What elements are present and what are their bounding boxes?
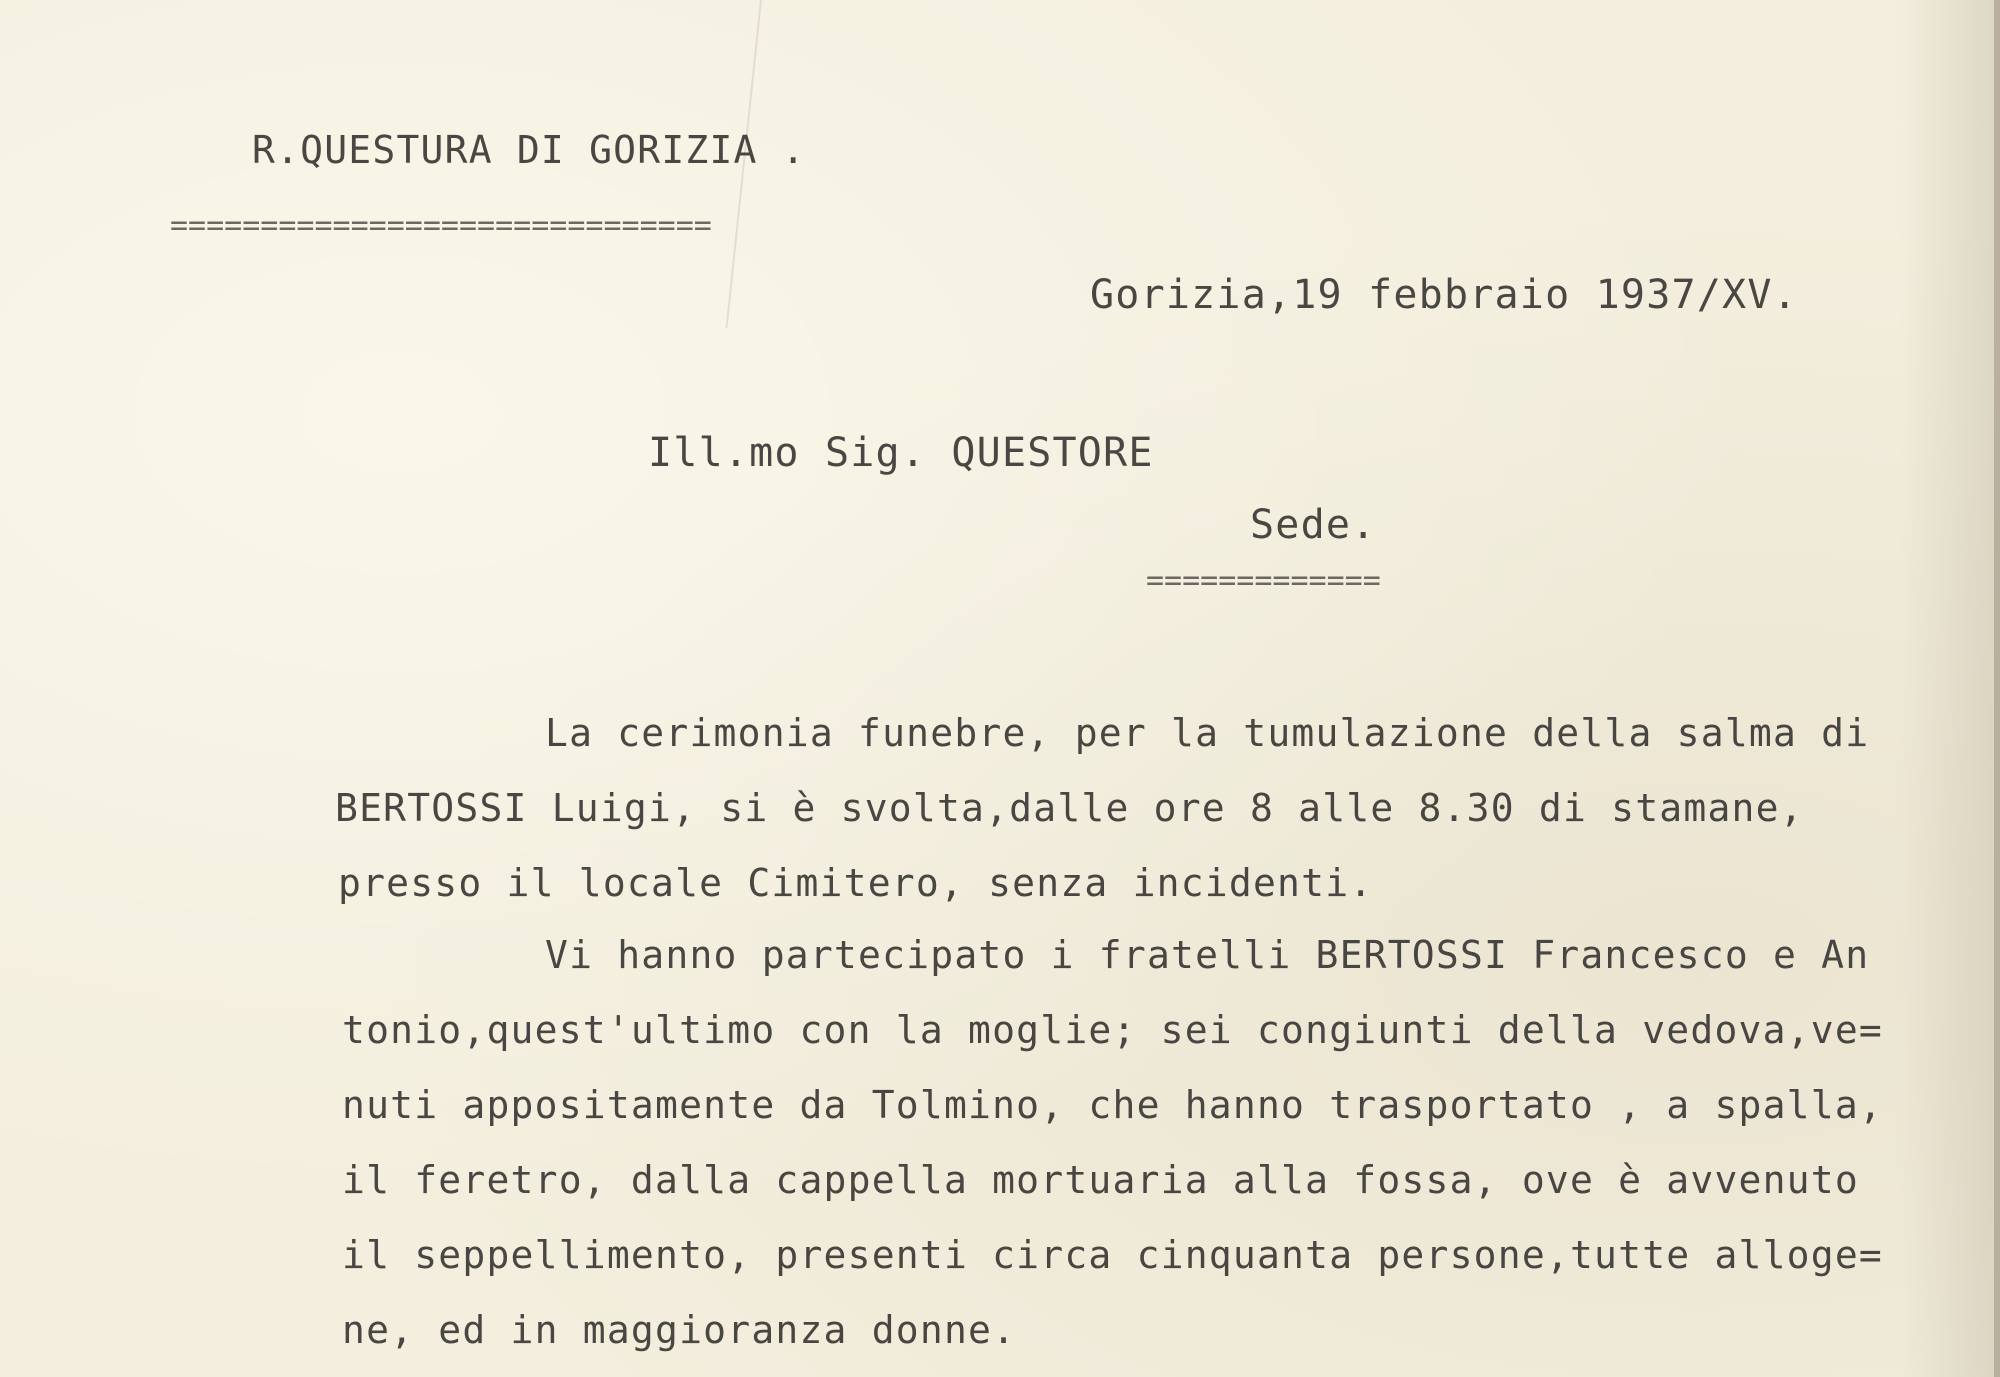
body-line: BERTOSSI Luigi, si è svolta,dalle ore 8 alle 8.30 di stamane, [335,786,1804,830]
body-line: ne, ed in maggioranza donne. [342,1308,1017,1352]
body-line: il seppellimento, presenti circa cinquanta persone,tutte alloge= [342,1233,1883,1277]
addressee-location: Sede. [1250,502,1377,548]
body-line: nuti appositamente da Tolmino, che hanno trasportato , a spalla, [342,1083,1883,1127]
addressee-line: Ill.mo Sig. QUESTORE [648,430,1154,476]
date-line: Gorizia,19 febbraio 1937/XV. [1090,272,1798,318]
body-line: presso il locale Cimitero, senza incidenti. [338,861,1374,905]
body-line: tonio,quest'ultimo con la moglie; sei congiunti della vedova,ve= [342,1008,1883,1052]
body-line: La cerimonia funebre, per la tumulazione della salma di [545,711,1870,755]
addressee-underline: ============= [1146,563,1381,598]
body-line: Vi hanno partecipato i fratelli BERTOSSI Francesco e An [545,933,1870,977]
office-heading: R.QUESTURA DI GORIZIA . [252,128,806,172]
body-line: il feretro, dalla cappella mortuaria alla fossa, ove è avvenuto [342,1158,1859,1202]
paper-edge [1994,0,2000,1377]
heading-underline: ============================== [170,208,712,243]
